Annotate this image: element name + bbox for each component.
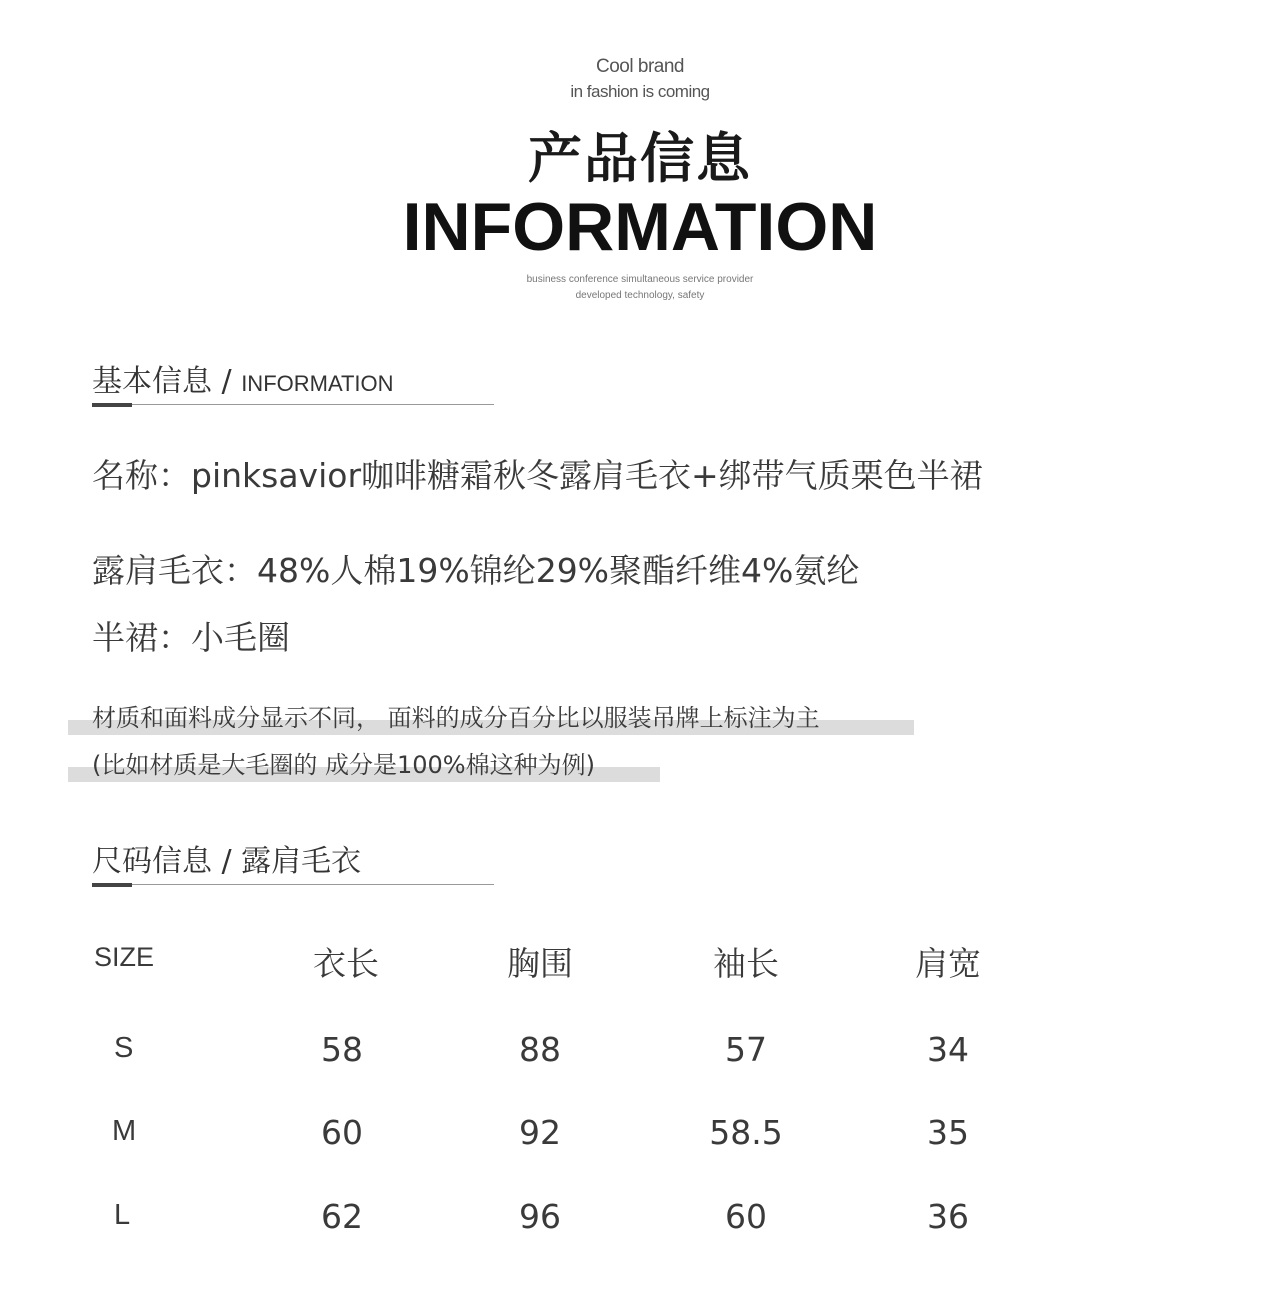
table-cell: 58 xyxy=(321,1030,363,1069)
table-row-size: L xyxy=(114,1199,131,1231)
page-title-en: INFORMATION xyxy=(402,189,878,265)
product-name-label: 名称： xyxy=(92,456,191,495)
sweater-material-row xyxy=(92,545,859,592)
section-divider xyxy=(92,884,494,885)
column-header-size: SIZE xyxy=(94,942,155,972)
section-heading-en: INFORMATION xyxy=(241,371,394,396)
table-cell: 60 xyxy=(725,1197,767,1236)
sweater-material-value: 48%人棉19%锦纶29%聚酯纤维4%氨纶 xyxy=(257,551,860,590)
material-note-line2: (比如材质是大毛圈的 成分是100%棉这种为例) xyxy=(92,751,595,779)
table-cell: 57 xyxy=(725,1030,767,1069)
table-cell: 96 xyxy=(519,1197,561,1236)
table-cell: 92 xyxy=(519,1113,561,1152)
table-cell: 88 xyxy=(519,1030,561,1069)
skirt-material-value: 小毛圈 xyxy=(191,618,290,657)
section-divider-accent xyxy=(92,403,132,407)
skirt-material-label: 半裙： xyxy=(92,618,191,657)
table-row-size: S xyxy=(114,1032,134,1064)
subtitle-line1: business conference simultaneous service provider xyxy=(526,274,754,285)
table-cell: 34 xyxy=(927,1030,969,1069)
section-heading-basic-info xyxy=(92,356,394,400)
column-header-sleeve: 袖长 xyxy=(713,944,779,983)
tagline-line2: in fashion is coming xyxy=(570,82,710,101)
page-title-cn: 产品信息 xyxy=(528,127,752,190)
table-cell: 35 xyxy=(927,1113,969,1152)
sweater-material-label: 露肩毛衣： xyxy=(92,551,257,590)
tagline-line1: Cool brand xyxy=(596,56,684,77)
skirt-material-row xyxy=(92,612,290,659)
table-row-size: M xyxy=(112,1115,137,1147)
column-header-chest: 胸围 xyxy=(507,944,573,983)
table-cell: 58.5 xyxy=(709,1113,783,1152)
section-heading-size-info: 尺码信息 / 露肩毛衣 xyxy=(92,844,362,879)
column-header-shoulder: 肩宽 xyxy=(915,944,981,983)
table-cell: 36 xyxy=(927,1197,969,1236)
section-divider-accent xyxy=(92,883,132,887)
product-name-value: pinksavior咖啡糖霜秋冬露肩毛衣+绑带气质栗色半裙 xyxy=(191,456,983,495)
subtitle-line2: developed technology, safety xyxy=(575,290,705,301)
table-cell: 60 xyxy=(321,1113,363,1152)
section-divider xyxy=(92,404,494,405)
column-header-length: 衣长 xyxy=(313,944,379,983)
table-cell: 62 xyxy=(321,1197,363,1236)
material-note-line1: 材质和面料成分显示不同， 面料的成分百分比以服装吊牌上标注为主 xyxy=(92,704,820,732)
product-name-row xyxy=(92,450,983,497)
section-heading-cn: 基本信息 / xyxy=(92,364,242,399)
